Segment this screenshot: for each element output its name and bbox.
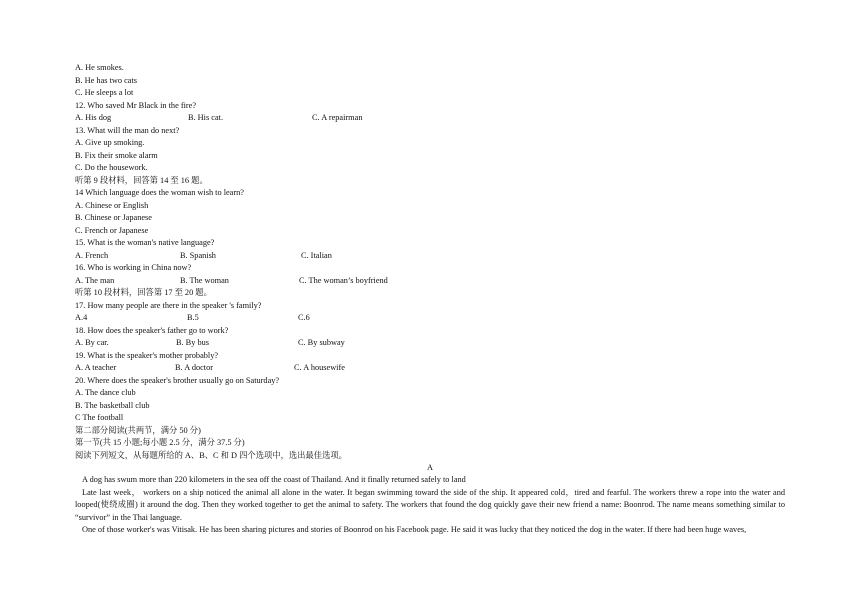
question-20: 20. Where does the speaker's brother usually go on Saturday? (75, 375, 280, 385)
q12-option-b: B. His cat. (188, 113, 224, 122)
question-12: 12. Who saved Mr Black in the fire? (75, 100, 197, 110)
q17-option-b: B.5 (187, 313, 199, 322)
q13-option-c: C. Do the housework. (75, 163, 148, 172)
q16-option-c: C. The woman’s boyfriend (299, 275, 388, 285)
q19-option-b: B. A doctor (175, 363, 214, 372)
q14-option-a: A. Chinese or English (75, 200, 149, 210)
q15-option-c: C. Italian (301, 250, 332, 260)
passage-label: A (427, 463, 433, 472)
reading-instructions: 阅读下列短文，从每题所给的 A、B、C 和 D 四个选项中，选出最佳选项。 (75, 450, 347, 460)
q16-option-a: A. The man (75, 275, 115, 285)
passage-paragraph-2: Late last week， workers on a ship noticed the animal all alone in the water. It began swimming toward the side of the ship. It appeared cold，tired and fearful. The workers threw a rope into the water and looped(使绕成圈) it around the dog. Then they worked together to get the animal to safety. The workers that found the dog quickly gave their new friend a name: Boonrod. The name means something similar to “survivor” in the Thai language. (75, 487, 785, 522)
section-instruction-9: 听第 9 段材料，回答第 14 至 16 题。 (75, 175, 208, 185)
q19-option-a: A. A teacher (75, 363, 117, 372)
q20-option-a: A. The dance club (75, 388, 136, 397)
question-18: 18. How does the speaker's father go to work? (75, 325, 229, 335)
q18-option-b: B. By bus (176, 338, 209, 347)
reading-section-heading: 第一节(共 15 小题;每小题 2.5 分，满分 37.5 分) (75, 438, 245, 447)
question-19: 19. What is the speaker's mother probably? (75, 350, 219, 360)
q14-option-c: C. French or Japanese (75, 225, 149, 235)
q17-option-a: A.4 (75, 313, 88, 322)
q11-option-c: C. He sleeps a lot (75, 88, 134, 97)
q13-option-a: A. Give up smoking. (75, 138, 145, 147)
question-16: 16. Who is working in China now? (75, 263, 192, 272)
question-17: 17. How many people are there in the speaker 's family? (75, 300, 262, 310)
q12-option-a: A. His dog (75, 113, 112, 122)
passage-paragraph-3: One of those worker's was Vitisak. He has been sharing pictures and stories of Boonrod on his Facebook page. He said it was lucky that they noticed the dog in the water. If there had been huge waves, (82, 525, 747, 534)
q11-option-a: A. He smokes. (75, 63, 124, 72)
q12-option-c: C. A repairman (312, 113, 363, 122)
q15-option-a: A. French (75, 250, 109, 260)
question-14: 14 Which language does the woman wish to learn? (75, 188, 244, 197)
reading-part-heading: 第二部分阅读(共两节，满分 50 分) (75, 425, 201, 435)
q18-option-c: C. By subway (298, 338, 345, 347)
q20-option-b: B. The basketball club (75, 400, 150, 410)
question-13: 13. What will the man do next? (75, 125, 180, 135)
q13-option-b: B. Fix their smoke alarm (75, 150, 158, 160)
q18-option-a: A. By car. (75, 338, 109, 347)
passage-paragraph-1: A dog has swum more than 220 kilometers in the sea off the coast of Thailand. And it finally returned safely to land (82, 475, 466, 484)
q15-option-b: B. Spanish (180, 250, 216, 260)
q16-option-b: B. The woman (180, 275, 229, 285)
section-instruction-10: 听第 10 段材料，回答第 17 至 20 题。 (75, 288, 212, 297)
q20-option-c: C The football (75, 413, 124, 422)
q17-option-c: C.6 (298, 313, 310, 322)
q14-option-b: B. Chinese or Japanese (75, 213, 152, 222)
q11-option-b: B. He has two cats (75, 75, 137, 85)
q19-option-c: C. A housewife (294, 363, 345, 372)
question-15: 15. What is the woman's native language? (75, 238, 215, 247)
